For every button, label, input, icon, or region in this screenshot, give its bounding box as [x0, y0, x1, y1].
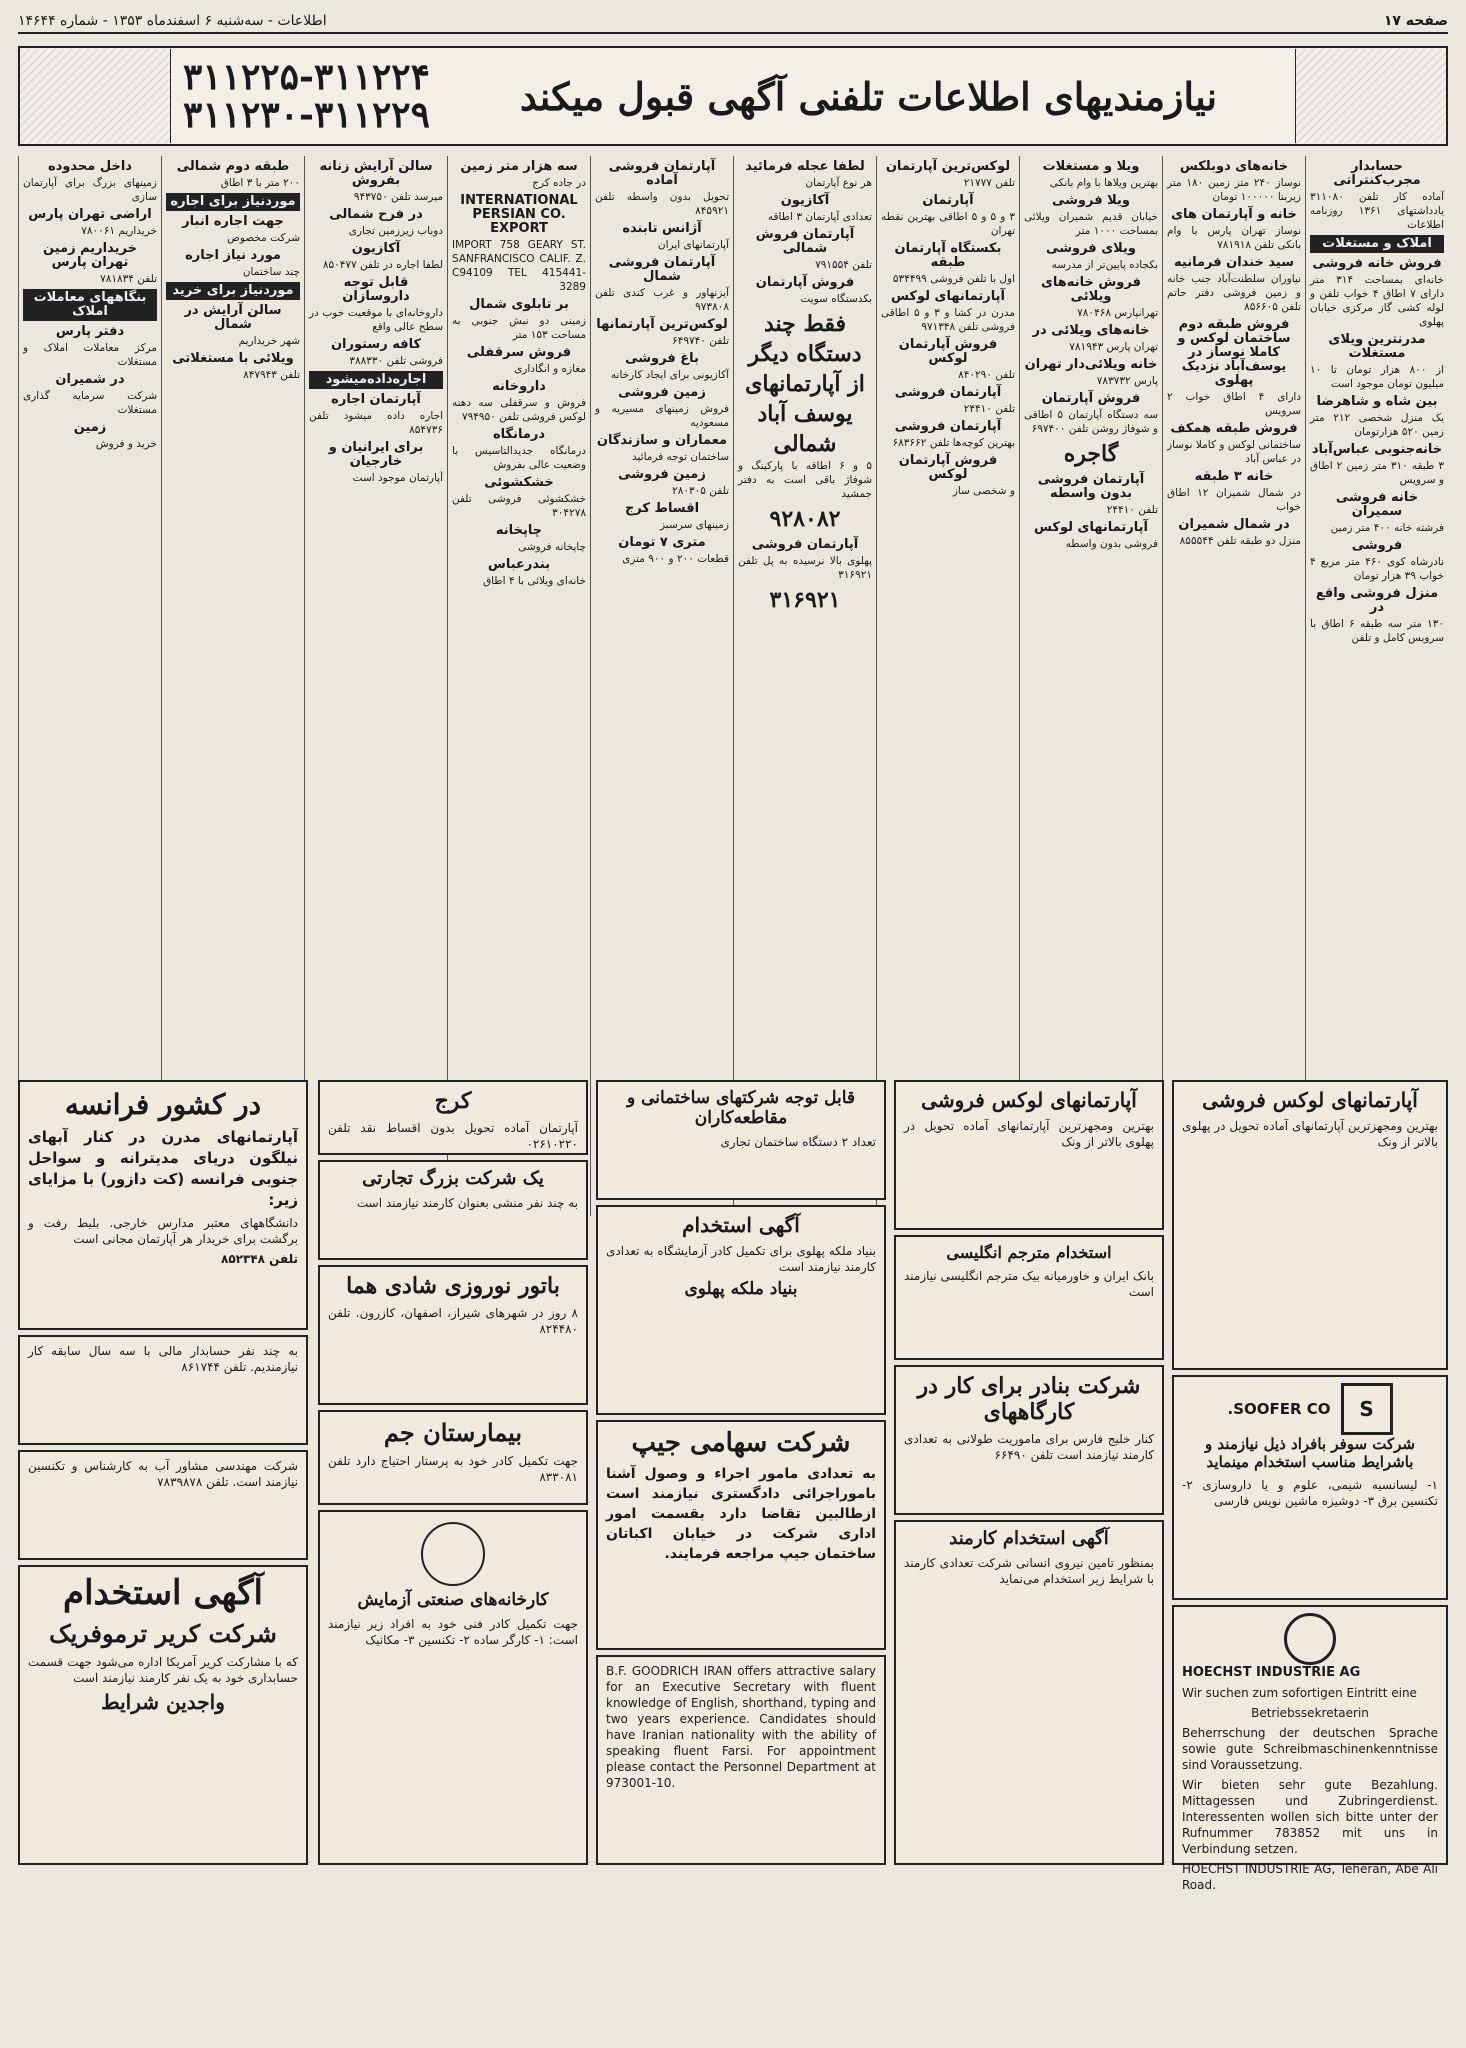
classified-heading: مورد نیاز اجاره — [185, 248, 281, 263]
classified-column-8 — [304, 156, 447, 1216]
ad-luxury-apartments — [894, 1080, 1164, 1230]
classified-heading: باغ فروشی — [625, 351, 699, 366]
classified-heading: در شمیران — [55, 372, 125, 387]
classified-heading: بندرعباس — [487, 557, 551, 572]
classified-body: چند ساختمان — [242, 266, 300, 278]
classified-body: بهترین کوچه‌ها تلفن ۶۸۳۶۶۲ — [892, 437, 1015, 449]
classified-heading: آپارتمان فروش شمالی — [755, 227, 855, 256]
classified-heading: آپارتمانهای لوکس — [891, 289, 1005, 304]
classified-body: فروش زمینهای مسیریه و مسعودیه — [595, 403, 729, 429]
masthead-line: اطلاعات - سه‌شنبه ۶ اسفندماه ۱۳۵۳ - شماره ۱۴۶۴۴ — [18, 13, 327, 29]
classified-heading: سید خندان فرمانیه — [1174, 255, 1294, 270]
classified-body: خرید و فروش — [95, 438, 157, 450]
classified-body: آکازیونی برای ایجاد کارخانه — [610, 369, 729, 381]
classified-body: هر نوع آپارتمان — [805, 177, 872, 189]
classified-heading: آژانس تابنده — [622, 221, 702, 236]
classified-body: قطعات ۲۰۰ و ۹۰۰ متری — [622, 553, 729, 565]
ad-hiring-title: آگهی استخدام کارمند — [949, 1528, 1109, 1549]
classified-column-5 — [733, 156, 876, 1216]
classified-column-3 — [1019, 156, 1162, 1216]
ad-translator-body: بانک ایران و خاورمیانه بیک مترجم انگلیسی نیازمند است — [904, 1269, 1154, 1299]
ad-factories — [318, 1510, 588, 1865]
hoechst-logo-icon — [1284, 1613, 1336, 1665]
ad-construction-title: قابل توجه شرکتهای ساختمانی و مقاطعه‌کاران — [626, 1088, 856, 1128]
ad-france-title: در کشور فرانسه — [64, 1088, 262, 1121]
classified-heading: لوکس‌ترین آپارتمان — [885, 159, 1011, 174]
ad-carrier — [18, 1565, 308, 1865]
ad-company — [318, 1160, 588, 1260]
classified-heading: آکازیون — [780, 193, 830, 208]
classified-heading: معماران و سازندگان — [596, 433, 728, 448]
section-bar: بنگاههای معاملات املاک — [23, 289, 157, 321]
ad-pahlavi-title: آگهی استخدام — [682, 1213, 800, 1237]
classified-body: بهترین ویلاها با وام بانکی — [1049, 177, 1158, 189]
classified-heading: آپارتمان فروشی — [751, 537, 859, 552]
ad-jeep — [596, 1420, 886, 1650]
classified-body: یک منزل شخصی ۲۱۲ متر زمین ۵۲۰ هزارتومان — [1310, 412, 1444, 438]
classified-heading: فروش سرقفلی — [466, 345, 572, 360]
classified-heading: منزل فروشی واقع در — [1315, 586, 1439, 615]
classified-body: ۱۳۰ متر سه طبقه ۶ اطاق با سرویس کامل و تلفن — [1310, 618, 1444, 644]
display-headline: ۹۲۸۰۸۲ — [769, 506, 841, 532]
ad-hama-body: ۸ روز در شهرهای شیراز، اصفهان، کازرون. تلفن ۸۲۴۴۸۰ — [328, 1306, 578, 1336]
classified-body: نوساز تهران پارس با وام بانکی تلفن ۷۸۱۹۱۸ — [1167, 225, 1301, 251]
classified-heading: متری ۷ تومان — [618, 535, 706, 550]
display-headline: گاجره — [1063, 441, 1119, 467]
telephone-girl-illustration — [1295, 49, 1446, 143]
soofer-logo-text: SOOFER CO. — [1227, 1400, 1331, 1418]
classified-heading: ویلا فروشی — [1052, 193, 1130, 208]
classified-heading: INTERNATIONAL PERSIAN CO. EXPORT — [460, 193, 578, 236]
classified-heading: کافه رستوران — [330, 337, 422, 352]
classified-body: در جاده کرج — [532, 177, 586, 189]
classified-heading: ویلائی با مستغلاتی — [172, 351, 294, 366]
banner-title: نیازمندیهای اطلاعات تلفنی آگهی قبول میکند — [519, 73, 1218, 119]
banner-phones-bottom: ۳۱۱۲۳۰-۳۱۱۲۲۹ — [183, 94, 430, 136]
classified-heading: خانه‌های ویلائی در — [1032, 323, 1150, 338]
ad-jam-hospital — [318, 1410, 588, 1505]
classified-heading: طبقه دوم شمالی — [176, 159, 290, 174]
page-header — [18, 10, 1448, 34]
ad-hiring-body: بمنظور تامین نیروی انسانی شرکت تعدادی کارمند با شرایط زیر استخدام می‌نماید — [904, 1556, 1154, 1586]
classified-heading: فروش طبقه همکف — [1170, 421, 1298, 436]
ad-factories-title: کارخانه‌های صنعتی آزمایش — [357, 1590, 549, 1610]
classified-body: نادرشاه کوی ۴۶۰ متر مربع ۴ خواب ۳۹ هزار تومان — [1310, 556, 1445, 582]
classified-body: فروشی بدون واسطه — [1065, 538, 1158, 550]
classified-body: ساختمان توجه فرمائید — [631, 451, 729, 463]
hoechst-line2: Betriebssekretaerin — [1251, 1706, 1369, 1720]
classified-body: فروشی تلفن ۳۸۸۳۳۰ — [349, 355, 443, 367]
classified-heading: لطفا عجله فرمائید — [745, 159, 865, 174]
classified-column-9 — [161, 156, 304, 1216]
hoechst-address: HOECHST INDUSTRIE AG, Teheran, Abe Ali Road. — [1182, 1862, 1438, 1892]
classified-body: زمینهای بزرگ برای آپارتمان سازی — [23, 177, 157, 203]
classified-heading: مدرنترین ویلای مستغلات — [1328, 332, 1426, 361]
ad-translator-title: استخدام مترجم انگلیسی — [946, 1243, 1112, 1262]
classified-heading: فروش آپارتمان — [1041, 391, 1141, 406]
classified-body: دوباب زیرزمین تجاری — [348, 225, 443, 237]
classified-heading: در فرح شمالی — [329, 207, 423, 222]
classified-body: آپارتمان موجود است — [352, 472, 443, 484]
classified-heading: خانه ۳ طبقه — [1194, 469, 1274, 484]
ad-luxury-right-body: بهترین ومجهزترین آپارتمانهای آماده تحویل در پهلوی بالاتر از ونک — [1182, 1119, 1438, 1149]
display-headline: دستگاه دیگر از آپارتمانهای — [745, 341, 865, 397]
classified-heading: درمانگاه — [492, 427, 546, 442]
classified-body: مرکز معاملات املاک و مستغلات — [23, 342, 157, 368]
classified-body: تلفن ۷۸۱۸۳۴ — [100, 273, 157, 285]
classified-body: لطفا اجاره در تلفن ۸۵۰۴۷۷ — [322, 259, 443, 271]
classified-body: تلفن ۲۴۴۱۰ — [1106, 504, 1158, 516]
ad-factories-body: جهت تکمیل کادر فنی خود به افراد زیر نیازمند است: ۱- کارگر ساده ۲- تکنسین ۳- مکانیک — [328, 1617, 578, 1647]
ad-jam-title: بیمارستان جم — [383, 1418, 523, 1447]
hoechst-name: HOECHST INDUSTRIE AG — [1182, 1665, 1361, 1680]
classified-heading: خشکشوئی — [484, 475, 554, 490]
classified-body: خانه‌ای بمساحت ۳۱۴ متر دارای ۷ اطاق ۴ خواب تلفن و لوله کشی گاز مرکزی خیابان پهلوی — [1310, 274, 1444, 328]
classified-body: تلفن ۶۴۹۷۴۰ — [672, 335, 729, 347]
classified-heading: فروش آپارتمان — [755, 275, 855, 290]
classified-body: خیابان قدیم شمیران ویلائی بمساحت ۱۰۰۰ متر — [1024, 211, 1158, 237]
classified-heading: آپارتمان فروشی شمال — [608, 255, 716, 284]
classified-body: تلفن ۷۹۱۵۵۴ — [815, 259, 872, 271]
ad-construction — [596, 1080, 886, 1200]
classified-body: اول با تلفن فروشی ۵۳۴۴۹۹ — [892, 273, 1015, 285]
ad-luxury-right-title: آپارتمانهای لوکس فروشی — [1202, 1088, 1418, 1112]
banner-phones-top: ۳۱۱۲۲۵-۳۱۱۲۲۴ — [183, 56, 430, 98]
classified-body: شرکت سرمایه گذاری مستغلات — [23, 390, 157, 416]
classified-body: آیزنهاور و غرب کندی تلفن ۹۷۳۸۰۸ — [595, 287, 729, 313]
ad-company-body: به چند نفر منشی بعنوان کارمند نیازمند است — [356, 1196, 578, 1210]
classified-column-2 — [1162, 156, 1305, 1216]
ad-karaj — [318, 1080, 588, 1155]
classified-heading: فروش طبقه دوم ساختمان لوکس و کاملا نوساز در یوسف‌آباد نزدیک پهلوی — [1177, 317, 1291, 388]
classified-heading: ویلا و مستغلات — [1042, 159, 1140, 174]
ad-france-phone: تلفن ۸۵۲۳۴۸ — [221, 1252, 298, 1266]
classified-heading: قابل توجه داروسازان — [342, 275, 410, 304]
ad-carrier-title: آگهی استخدام — [63, 1573, 263, 1613]
classified-body: دارای ۴ اطاق خواب ۲ سرویس — [1167, 391, 1301, 417]
ad-france-body: آپارتمانهای مدرن در کنار آبهای نیلگون دریای مدیترانه و سواحل جنوبی فرانسه (کت دازور) با مزایای زیر: — [28, 1128, 298, 1209]
classified-body: ساختمانی لوکس و کاملا نوساز در عباس آباد — [1167, 439, 1301, 465]
soofer-logo — [1182, 1383, 1438, 1435]
classified-body: بکجاده پایین‌تر از مدرسه — [1051, 259, 1158, 271]
ad-pahlavi-body: بنیاد ملکه پهلوی برای تکمیل کادر آزمایشگاه به تعدادی کارمند نیازمند است — [606, 1244, 876, 1274]
classified-heading: بین شاه و شاهرضا — [1316, 394, 1438, 409]
banner-phones — [171, 58, 442, 134]
hoechst-line4: Wir bieten sehr gute Bezahlung. Mittagessen und Zubringerdienst. Interessenten wollen sich bitte unter der Rufnummer 783852 mit uns in Verbindung setzen. — [1182, 1778, 1438, 1856]
classified-heading: آپارتمان فروشی آماده — [608, 159, 716, 188]
classified-body: خریداریم ۷۸۰۰۶۱ — [81, 225, 157, 237]
classified-body: ۳ و ۵ و ۵ اطاقی بهترین نقطه تهران — [881, 211, 1015, 237]
ad-france-apartments — [18, 1080, 308, 1330]
classified-body: پارس ۷۸۳۷۳۲ — [1096, 375, 1158, 387]
newspaper-page — [18, 10, 1448, 2038]
ad-accountant — [18, 1335, 308, 1445]
classified-body: بکدستگاه سویت — [800, 293, 872, 305]
classified-body: ۵ و ۶ اطاقه با پارکینگ و شوفاژ باقی است به دفتر جمشید — [738, 460, 873, 500]
display-headline: یوسف آباد — [757, 401, 853, 427]
ad-company-title: یک شرکت بزرگ تجارتی — [362, 1168, 544, 1189]
section-bar: اجاره‌داده‌میشود — [309, 371, 443, 389]
ad-carrier-subtitle: شرکت کریر ترموفریک — [49, 1619, 277, 1648]
classified-heading: آپارتمان فروشی بدون واسطه — [1037, 472, 1145, 501]
hoechst-line1: Wir suchen zum sofortigen Eintritt eine — [1182, 1686, 1417, 1700]
ad-pahlavi — [596, 1205, 886, 1415]
soofer-logo-icon: S — [1341, 1383, 1393, 1435]
classified-body: و شخصی ساز — [952, 485, 1015, 497]
classified-body: ۳ طبقه ۳۱۰ متر زمین ۲ اطاق و سرویس — [1310, 460, 1444, 486]
classified-heading: سالن آرایش در شمال — [184, 303, 282, 332]
classified-heading: برای ایرانیان و خارجیان — [328, 440, 424, 469]
classified-body: چاپخانه فروشی — [518, 541, 586, 553]
hoechst-logo — [1182, 1613, 1438, 1665]
classified-column-1 — [1305, 156, 1448, 1216]
classified-body: اجاره داده میشود تلفن ۸۵۴۷۳۶ — [309, 410, 443, 436]
section-bar: املاک و مستغلات — [1310, 235, 1444, 253]
ad-ports-title: شرکت بنادر برای کار در کارگاههای — [917, 1373, 1141, 1425]
classified-heading: اقساط کرج — [624, 501, 700, 516]
classified-heading: آپارتمان فروشی — [894, 419, 1002, 434]
classified-heading: خانه فروشی سمیران — [1335, 490, 1419, 519]
display-headline: ۳۱۶۹۲۱ — [769, 587, 841, 613]
ad-engineering — [18, 1450, 308, 1560]
display-headline: فقط چند — [764, 311, 846, 337]
classified-body: منزل دو طبقه تلفن ۸۵۵۵۴۴ — [1179, 535, 1301, 547]
ad-pahlavi-footer: بنیاد ملکه پهلوی — [684, 1279, 798, 1299]
ad-hama-tour — [318, 1265, 588, 1405]
ad-ports-body: کنار خلیج فارس برای ماموریت طولانی به تعدادی کارمند نیازمند است تلفن ۶۶۴۹۰ — [904, 1432, 1154, 1462]
classified-heading: زمین فروشی — [618, 467, 706, 482]
classified-heading: سالن آرایش زنانه بفروش — [319, 159, 433, 188]
classified-heading: در شمال شمیران — [1178, 517, 1290, 532]
ad-soofer-title: شرکت سوفر بافراد ذیل نیازمند و باشرایط مناسب استخدام مینماید — [1204, 1435, 1416, 1471]
classified-heading: بر تابلوی شمال — [469, 297, 569, 312]
ad-accountant-body: به چند نفر حسابدار مالی با سه سال سابقه کار نیازمندیم. تلفن ۸۶۱۷۴۴ — [28, 1344, 298, 1374]
classified-body: خانه‌ای ویلائی با ۴ اطاق — [482, 575, 586, 587]
classified-heading: دفتر پارس — [55, 324, 125, 339]
classified-heading: زمین — [73, 420, 107, 435]
ad-carrier-body: که با مشارکت کریر آمریکا اداره می‌شود جهت قسمت حسابداری خود به یک نفر کارمند نیازمند است — [28, 1655, 298, 1685]
ad-jam-body: جهت تکمیل کادر خود به پرستار احتیاج دارد تلفن ۸۳۳۰۸۱ — [328, 1454, 578, 1484]
classified-heading: لوکس‌ترین آپارتمانها — [596, 317, 728, 332]
classified-column-7 — [447, 156, 590, 1216]
classified-body: از ۸۰۰ هزار تومان تا ۱۰ میلیون تومان موجود است — [1310, 364, 1445, 390]
ad-luxury-title: آپارتمانهای لوکس فروشی — [921, 1088, 1137, 1112]
classified-body: تحویل بدون واسطه تلفن ۸۴۵۹۲۱ — [595, 191, 729, 217]
classified-body: آپارتمانهای ایران — [657, 239, 729, 251]
classified-body: تهرانپارس ۷۸۰۴۶۸ — [1077, 307, 1158, 319]
classified-column-4 — [876, 156, 1019, 1216]
ad-carrier-footer: واجدین شرایط — [101, 1690, 225, 1714]
classified-heading: آپارتمانهای لوکس — [1034, 520, 1148, 535]
classified-heading: سه هزار متر زمین — [460, 159, 578, 174]
classified-body: درمانگاه جدید‌التاسیس با وضعیت عالی بفروش — [452, 445, 586, 471]
ad-translator — [894, 1235, 1164, 1360]
section-bar: موردنیاز برای اجاره — [166, 193, 300, 211]
ad-hama-title: باتور نوروزی شادی هما — [346, 1273, 560, 1299]
classified-body: میرسد تلفن ۹۴۳۷۵۰ — [353, 191, 443, 203]
classified-body: آماده کار تلفن ۳۱۱۰۸۰ یادداشتهای ۱۳۶۱ روزنامه اطلاعات — [1310, 191, 1444, 231]
classified-body: نوساز ۲۴۰ متر زمین ۱۸۰ متر زیربنا ۱۰۰۰۰۰ تومان — [1167, 177, 1301, 203]
classified-heading: خانه‌جنوبی عباس‌آباد — [1311, 442, 1443, 457]
ad-luxury-body: بهترین ومجهزترین آپارتمانهای آماده تحویل در پهلوی بالاتر از ونک — [904, 1119, 1154, 1149]
classified-heading: خریداریم زمین تهران پارس — [43, 241, 137, 270]
classified-heading: فروش خانه فروشی — [1312, 256, 1442, 271]
classified-heading: فروش آپارتمان لوکس — [898, 337, 998, 366]
ad-ports — [894, 1365, 1164, 1515]
classified-heading: فروشی — [1351, 538, 1403, 553]
ad-luxury-right — [1172, 1080, 1448, 1370]
classified-heading: زمین فروشی — [618, 385, 706, 400]
classified-body: تلفن ۲۱۷۷۷ — [963, 177, 1015, 189]
classified-body: IMPORT 758 GEARY ST. SANFRANCISCO CALIF. Z. C94109 TEL 415441-3289 — [452, 239, 586, 293]
classified-body: تلفن ۸۴۷۹۴۳ — [243, 369, 300, 381]
classified-heading: داخل محدوده — [48, 159, 132, 174]
classifieds-banner — [18, 46, 1448, 146]
classified-heading: اراضی تهران پارس — [28, 207, 152, 222]
classified-body: سه دستگاه آپارتمان ۵ اطاقی و شوفاژ روشن تلفن ۶۹۷۴۰۰ — [1024, 409, 1158, 435]
factory-emblem-icon — [421, 1522, 485, 1586]
classified-heading: خانه ویلائی‌دار تهران — [1024, 357, 1158, 372]
classified-body: خشکشوئی فروشی تلفن ۳۰۴۲۷۸ — [452, 493, 586, 519]
display-headline: شمالی — [773, 431, 837, 457]
section-bar: موردنیاز برای خرید — [166, 282, 300, 300]
ad-hiring — [894, 1520, 1164, 1865]
classified-heading: جهت اجاره انبار — [182, 214, 284, 229]
classified-heading: خانه و آپارتمان های — [1171, 207, 1297, 222]
classified-body: داروخانه‌ای با موقعیت خوب در سطح عالی واقع — [309, 307, 443, 333]
ad-france-details: دانشگاههای معتبر مدارس خارجی. بلیط رفت و برگشت برای خریدار هر آپارتمان مجانی است — [28, 1216, 298, 1246]
classified-body: شرکت مخصوص — [227, 232, 300, 244]
classified-body: زمینی دو نبش جنوبی به مساحت ۱۵۳ متر — [452, 315, 586, 341]
classified-heading: حسابدار مجرب‌کنتراتی — [1333, 159, 1421, 188]
classified-body: پهلوی بالا نرسیده به پل تلفن ۳۱۶۹۲۱ — [738, 555, 872, 581]
ad-goodrich-body: B.F. GOODRICH IRAN offers attractive salary for an Executive Secretary with fluent knowledge of English, shorthand, typing and two years experience. Candidates should have Iranian nationality with the ability of speaking fluent Farsi. For appointment please contact the Personnel Department at 973001-10. — [606, 1664, 876, 1790]
ad-karaj-title: کرج — [434, 1088, 472, 1114]
classified-body: شهر خریداریم — [238, 335, 300, 347]
classified-body: فرشته خانه ۴۰۰ متر زمین — [1330, 522, 1444, 534]
classified-heading: آکازیون — [351, 241, 401, 256]
ad-soofer-body: ۱- لیسانسیه شیمی، علوم و یا داروسازی ۲- تکنسین برق ۳- دوشیزه ماشین نویس فارسی — [1182, 1478, 1438, 1508]
classified-body: مغازه و انگاداری — [514, 363, 586, 375]
ad-soofer — [1172, 1375, 1448, 1600]
classified-body: در شمال شمیران ۱۲ اطاق خواب — [1167, 487, 1301, 513]
ad-goodrich — [596, 1655, 886, 1865]
classified-body: تهران پارس ۷۸۱۹۴۳ — [1069, 341, 1158, 353]
classified-body: تعدادی آپارتمان ۳ اطاقه — [767, 211, 872, 223]
ad-jeep-body: به تعدادی مامور اجراء و وصول آشنا باموراجرائی دادگستری نیازمند است ازطالبین تقاضا دارد بقسمت امور اداری شرکت در خیابان اکباتان ساختمان جیپ مراجعه فرمایند. — [606, 1466, 876, 1562]
telephone-girl-illustration-left — [20, 49, 171, 143]
ad-hoechst — [1172, 1605, 1448, 1892]
classified-body: تلفن ۲۴۴۱۰ — [963, 403, 1015, 415]
classified-heading: آپارتمان فروشی — [894, 385, 1002, 400]
classified-heading: فروش خانه‌های ویلائی — [1041, 275, 1141, 304]
classified-body: فروش و سرقفلی سه دهنه لوکس فروشی تلفن ۷۹۴۹۵۰ — [452, 397, 586, 423]
classified-column-10 — [18, 156, 161, 1216]
ad-construction-body: تعداد ۲ دستگاه ساختمان تجاری — [720, 1135, 876, 1149]
page-number: صفحه ۱۷ — [1383, 13, 1448, 29]
classified-heading: خانه‌های دوبلکس — [1179, 159, 1289, 174]
classified-body: ۲۰۰ متر با ۳ اطاق — [220, 177, 300, 189]
classified-body: مدرن در کشا و ۳ و ۵ اطاقی فروشی تلفن ۹۷۱۳۴۸ — [881, 307, 1016, 333]
classified-heading: داروخانه — [492, 379, 546, 394]
classified-heading: فروش آپارتمان لوکس — [898, 453, 998, 482]
classified-body: زمینهای سرسبز — [660, 519, 729, 531]
classified-heading: بکستگاه آپارتمان طبقه — [894, 241, 1002, 270]
classified-body: تلفن ۲۸۰۳۰۵ — [672, 485, 729, 497]
classified-heading: آپارتمان — [922, 193, 974, 208]
classified-column-6 — [590, 156, 733, 1216]
hoechst-line3: Beherrschung der deutschen Sprache sowie gute Schreibmaschinenkenntnisse sind Voraussetzung. — [1182, 1726, 1438, 1772]
classified-body: نیاوران سلطنت‌آباد جنب خانه و زمین فروشی دفتر حاتم تلفن ۸۵۶۶۰۵ — [1167, 273, 1301, 313]
classified-heading: ویلای فروشی — [1046, 241, 1136, 256]
ad-jeep-title: شرکت سهامی جیپ — [631, 1428, 851, 1458]
classified-body: تلفن ۸۴۰۲۹۰ — [958, 369, 1015, 381]
ad-engineering-body: شرکت مهندسی مشاور آب به کارشناس و تکنسین نیازمند است. تلفن ۷۸۳۹۸۷۸ — [28, 1459, 298, 1489]
classified-heading: آپارتمان اجاره — [331, 392, 421, 407]
classified-heading: چاپخانه — [495, 523, 543, 538]
ad-karaj-body: آپارتمان آماده تحویل بدون اقساط نقد تلفن ۰۲۶۱۰۲۲۰ — [328, 1121, 578, 1151]
